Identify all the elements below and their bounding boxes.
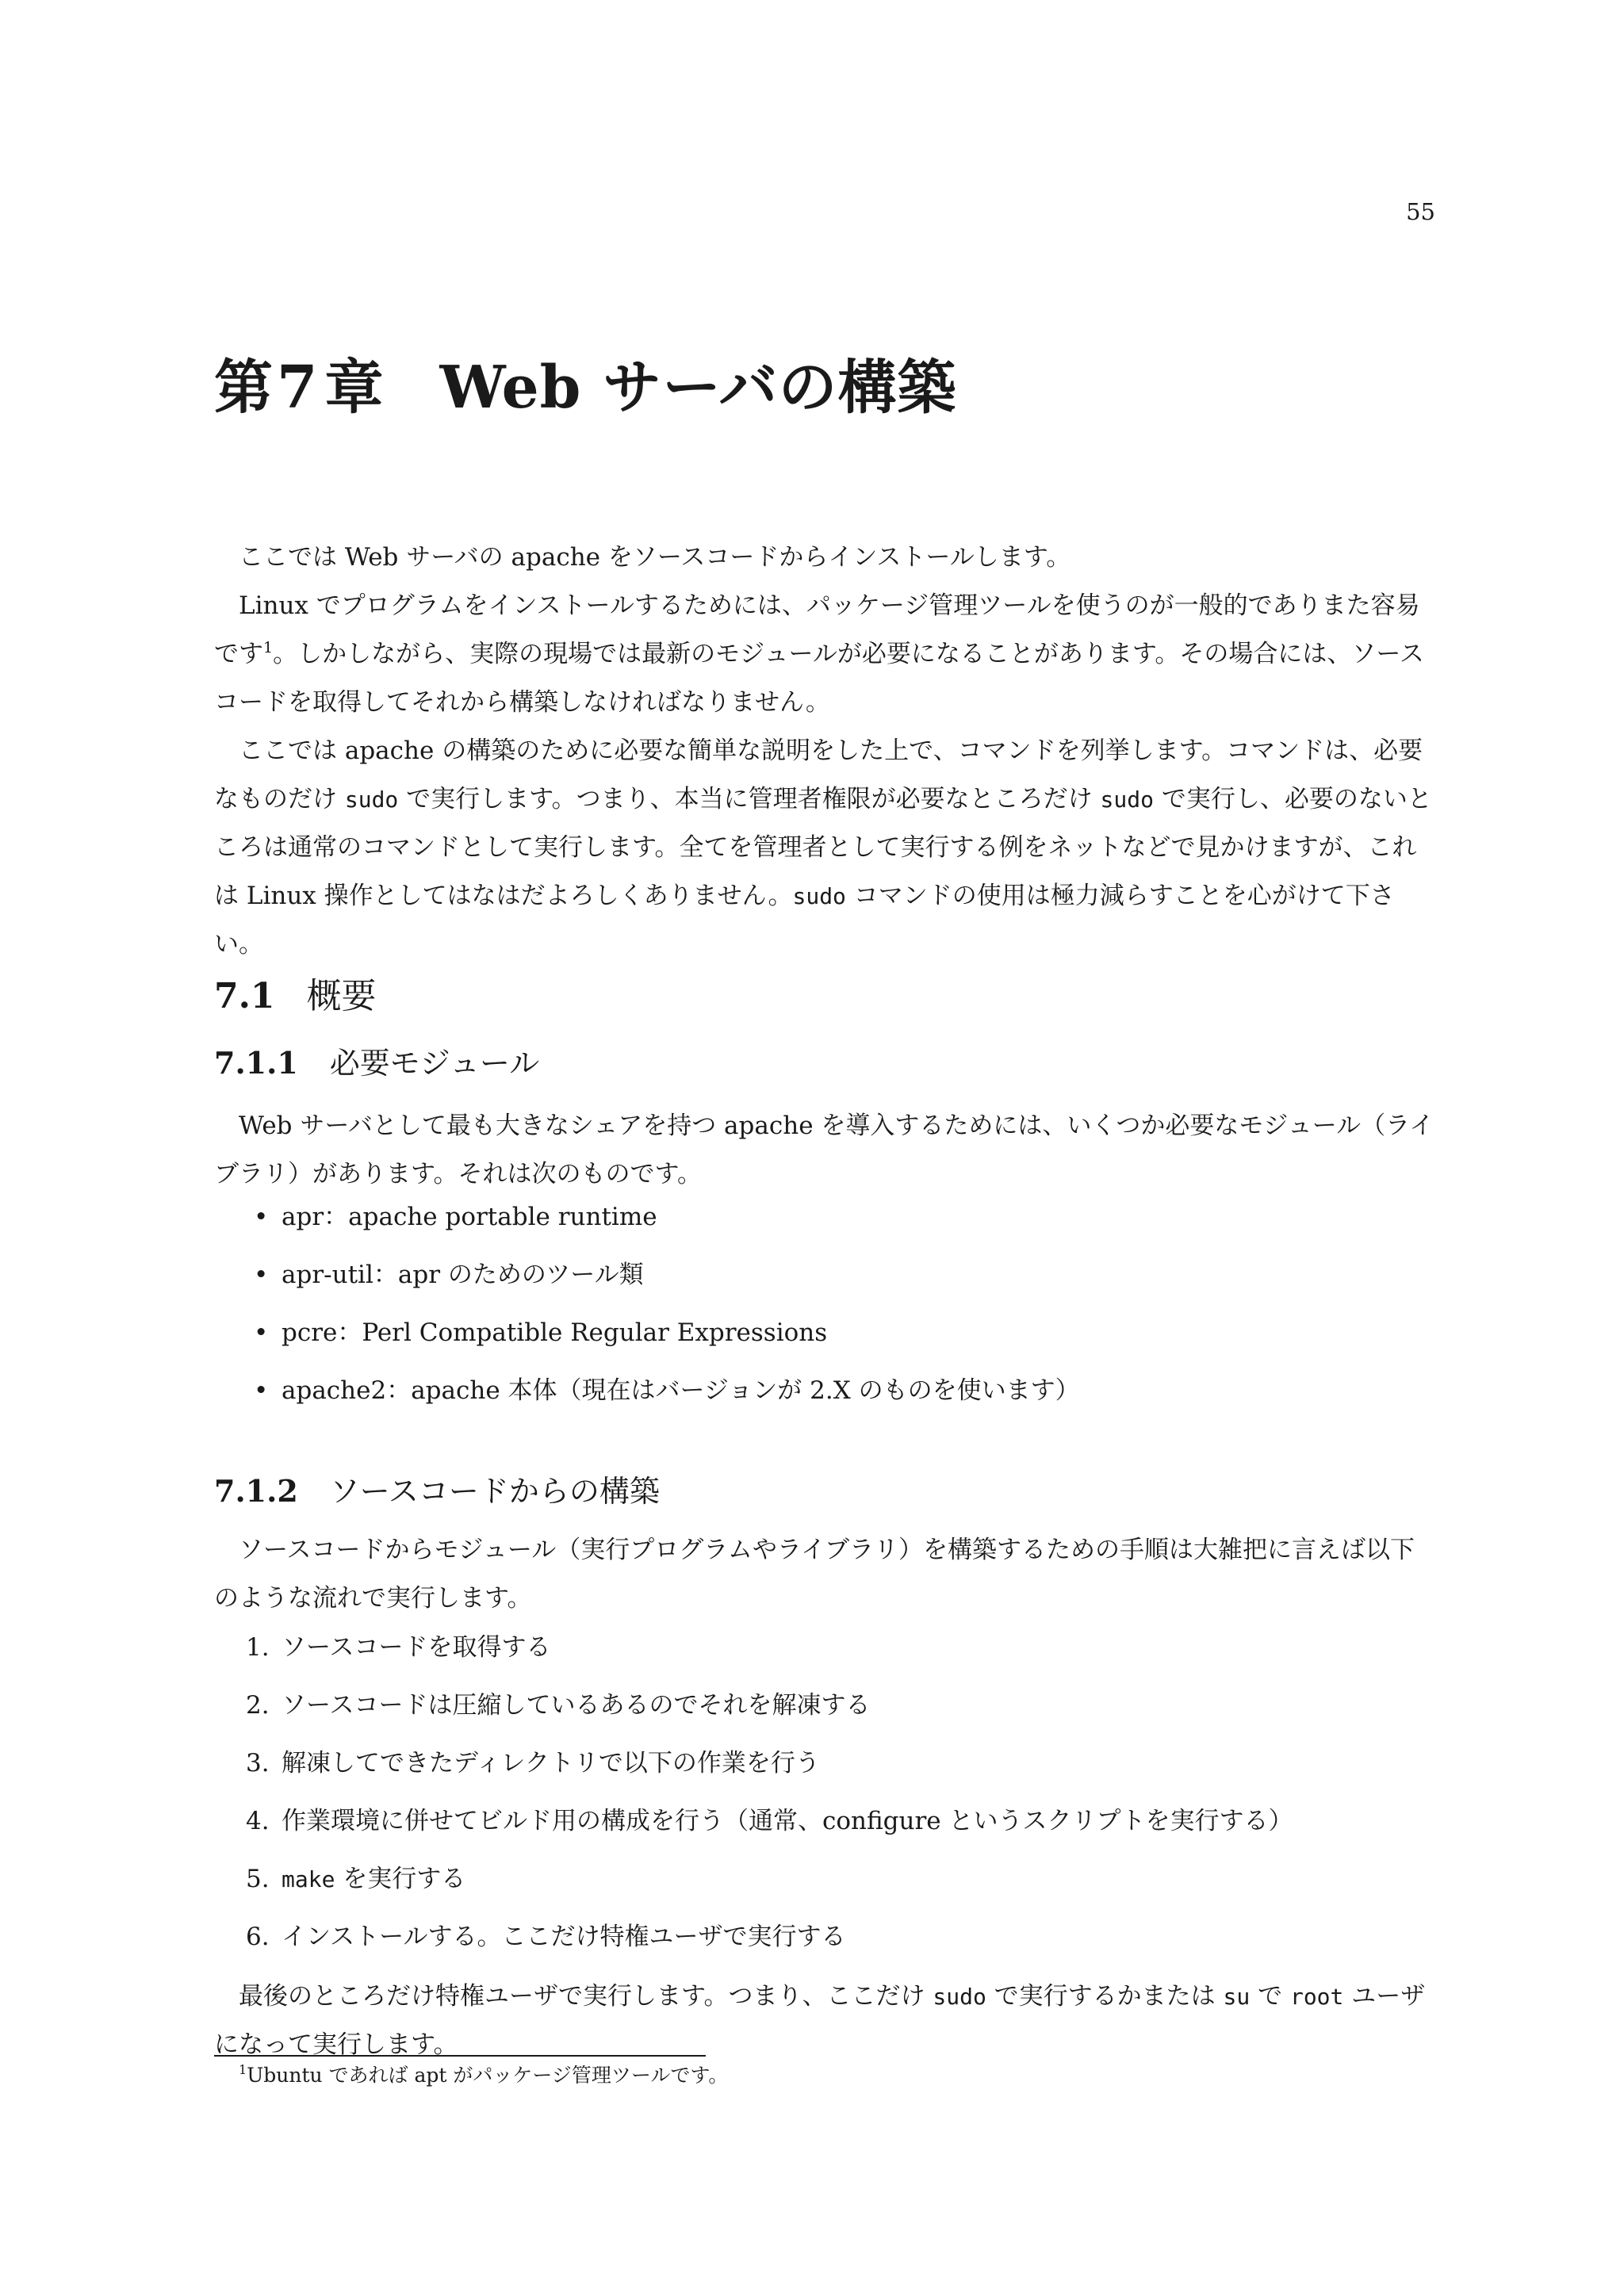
modules-intro bbox=[214, 1102, 1435, 1199]
footnote-text: Ubuntu であれば apt がパッケージ管理ツールです。 bbox=[247, 2064, 729, 2087]
list-item: • apr：apache portable runtime bbox=[254, 1203, 657, 1231]
bullet-icon: • bbox=[254, 1376, 269, 1405]
intro-paragraph-2: Linux でプログラムをインストールするためには、パッケージ管理ツールを使うのが一般的でありまた容易です$^1$。しかしながら、実際の現場では最新のモジュールが必要になることがあります。その場合には、ソースコードを取得してそれから構築しなければなりません。 bbox=[214, 591, 1424, 717]
build-paragraph: ソースコードからモジュール（実行プログラムやライブラリ）を構築するための手順は大雑把に言えば以下のような流れで実行します。 bbox=[214, 1536, 1415, 1613]
list-item: • apache2：apache 本体（現在はバージョンが 2.X のものを使います） bbox=[254, 1376, 1080, 1405]
intro-text bbox=[214, 534, 1435, 969]
list-item: • pcre：Perl Compatible Regular Expressions bbox=[254, 1318, 828, 1347]
bullet-icon: • bbox=[254, 1318, 269, 1347]
inline-code: sudo bbox=[344, 786, 399, 813]
list-item: 2. ソースコードは圧縮しているあるのでそれを解凍する bbox=[246, 1691, 871, 1720]
list-item: 5. make を実行する bbox=[246, 1865, 466, 1893]
footnote bbox=[239, 2061, 728, 2090]
footnote-divider bbox=[214, 2055, 706, 2057]
chapter-prefix: 第 bbox=[214, 354, 274, 422]
chapter-suffix: 章 bbox=[324, 354, 385, 422]
subsection-number: 7.1.2 bbox=[214, 1473, 298, 1509]
list-item: • apr-util：apr のためのツール類 bbox=[254, 1261, 644, 1289]
inline-code: make bbox=[282, 1866, 335, 1892]
document-page bbox=[214, 0, 1435, 2296]
section-number: 7.1 bbox=[214, 976, 275, 1016]
bullet-icon: • bbox=[254, 1203, 269, 1231]
footnote-ref[interactable]: 1 bbox=[263, 639, 274, 656]
section-heading-7-1 bbox=[214, 967, 377, 1018]
page-number: 55 bbox=[1406, 198, 1435, 225]
footnote-mark: 1 bbox=[239, 2062, 247, 2077]
inline-code: su bbox=[1223, 1984, 1251, 2010]
intro-paragraph-1: ここでは Web サーバの apache をソースコードからインストールします。 bbox=[239, 543, 1071, 572]
section-title: 概要 bbox=[306, 976, 377, 1016]
list-item: 1. ソースコードを取得する bbox=[246, 1633, 551, 1662]
inline-code: sudo bbox=[792, 883, 846, 909]
subsection-number: 7.1.1 bbox=[214, 1045, 298, 1081]
build-steps bbox=[214, 1632, 1293, 1979]
list-item: 6. インストールする。ここだけ特権ユーザで実行する bbox=[246, 1923, 846, 1951]
intro-paragraph-3: ここでは apache の構築のために必要な簡単な説明をした上で、コマンドを列挙します。コマンドは、必要なものだけ sudo で実行します。つまり、本当に管理者権限が必要なところだけ sudo で実行し、必要のないところは通常のコマンドとして実行します。全てを管理者として実行する例をネットなどで見かけますが、これは Linux 操作としてはなはだよろしくありません。sudo コマンドの使用は極力減らすことを心がけて下さい。 bbox=[214, 737, 1432, 959]
chapter-number: 7 bbox=[277, 354, 319, 422]
inline-code: sudo bbox=[933, 1984, 986, 2010]
subsection-title: ソースコードからの構築 bbox=[329, 1474, 660, 1509]
modules-paragraph: Web サーバとして最も大きなシェアを持つ apache を導入するためには、いくつか必要なモジュール（ライブラリ）があります。それは次のものです。 bbox=[214, 1112, 1434, 1188]
chapter-title bbox=[214, 341, 956, 425]
bullet-icon: • bbox=[254, 1261, 269, 1289]
module-list bbox=[214, 1201, 1080, 1433]
inline-code: root bbox=[1289, 1984, 1344, 2010]
chapter-name: Web サーバの構築 bbox=[439, 354, 957, 422]
subsection-heading-7-1-2 bbox=[214, 1467, 660, 1510]
build-intro bbox=[214, 1526, 1435, 1623]
closing-paragraph: 最後のところだけ特権ユーザで実行します。つまり、ここだけ sudo で実行するかまたは su で root ユーザになって実行します。 bbox=[214, 1982, 1426, 2059]
list-item: 4. 作業環境に併せてビルド用の構成を行う（通常、configure というスクリプトを実行する） bbox=[246, 1807, 1293, 1835]
subsection-title: 必要モジュール bbox=[329, 1046, 540, 1081]
subsection-heading-7-1-1 bbox=[214, 1039, 539, 1082]
list-item: 3. 解凍してできたディレクトリで以下の作業を行う bbox=[246, 1749, 820, 1777]
inline-code: sudo bbox=[1100, 786, 1154, 813]
